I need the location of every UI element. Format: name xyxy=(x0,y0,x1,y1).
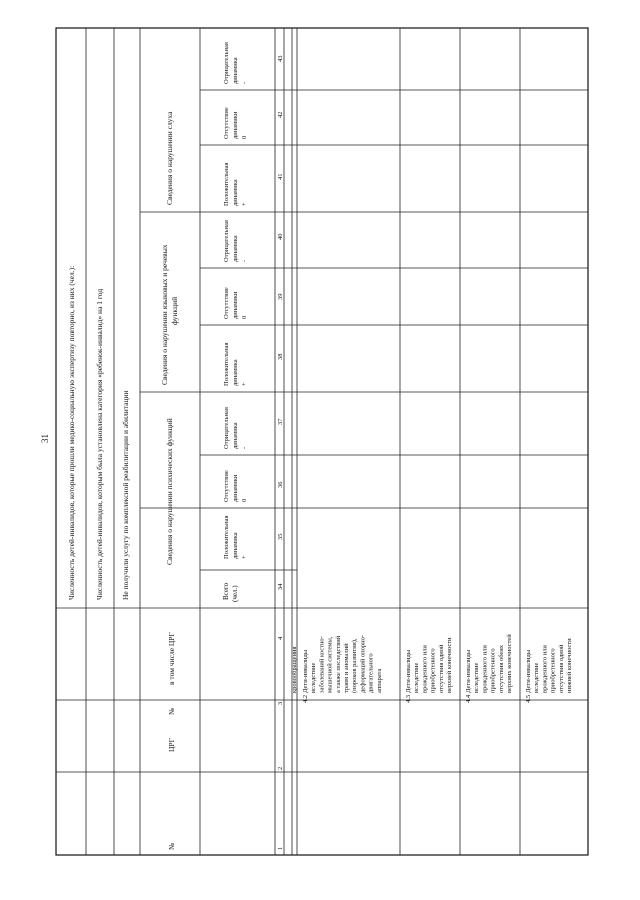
subheader-positive: + xyxy=(241,202,248,206)
row-label-line: Дети-инвалиды xyxy=(302,649,309,693)
subheader-positive: динамика xyxy=(232,359,239,386)
subheader-positive: динамика xyxy=(232,532,239,559)
subheader-zero: 0 xyxy=(241,315,248,319)
row-label-line: вследствие xyxy=(533,662,541,693)
row-number: 4.5 xyxy=(525,694,532,703)
subheader-negative: динамика xyxy=(232,422,239,449)
row-label-line: вследствие xyxy=(310,662,318,693)
row-label-line: Дети-инвалиды xyxy=(405,649,412,693)
column-number: 3 xyxy=(277,701,284,705)
table-frame xyxy=(56,28,588,855)
row-label-line: аппарата xyxy=(375,668,383,693)
row-label-line: верхней конечности xyxy=(446,637,453,693)
page-number: 31 xyxy=(40,434,50,443)
subheader-positive: Положительная xyxy=(223,162,230,206)
column-number: 1 xyxy=(277,846,284,850)
subheader-positive: Положительная xyxy=(223,342,230,386)
column-number: 36 xyxy=(277,481,284,488)
row-label-line: отсутствия одной xyxy=(557,644,565,693)
subheader-negative: Отрицательная xyxy=(223,42,230,84)
column-number: 40 xyxy=(277,233,284,240)
subheaders xyxy=(223,42,248,559)
column-number: 42 xyxy=(277,111,284,118)
row-label-line: нижней конечности xyxy=(566,638,573,693)
row-number: 4.3 xyxy=(405,694,412,703)
subheader-negative: - xyxy=(241,446,248,449)
column-number: 38 xyxy=(277,353,284,360)
row-label-line: верхних конечностей xyxy=(506,634,513,693)
subheader-negative: Отрицательная xyxy=(223,407,230,449)
col-total-header-2: (чел.) xyxy=(231,585,239,602)
subheader-positive: динамика xyxy=(232,179,239,206)
col-no-header: № xyxy=(167,842,176,850)
subheader-zero: динамики xyxy=(232,111,239,139)
row-label-line: отсутствия обеих xyxy=(497,644,505,693)
subheader-negative: динамика xyxy=(232,57,239,84)
row-label-line: а также последствий xyxy=(334,635,342,693)
subheader-zero: Отсутствие xyxy=(223,107,230,139)
subheader-zero: 0 xyxy=(241,135,248,139)
row-label-line: деформаций опорно- xyxy=(359,634,367,693)
header-subtitle: Численность детей-инвалидов, которым была установлена категория «ребенок-инвалид» на 1 год xyxy=(95,288,104,600)
column-number: 39 xyxy=(277,293,284,300)
row-label-line: вследствие xyxy=(473,662,481,693)
row-labels xyxy=(291,634,573,703)
subheader-negative: - xyxy=(241,81,248,84)
row-label-line: врожденного или xyxy=(421,645,429,693)
column-number-row xyxy=(277,56,284,851)
column-number: 37 xyxy=(277,418,284,425)
group1-header: Сведения о нарушении психических функций xyxy=(165,418,174,565)
subheader-positive: + xyxy=(241,382,248,386)
row-number: 4.2 xyxy=(302,694,309,703)
subheader-positive: Положительная xyxy=(223,515,230,559)
row-label-line: врожденного или xyxy=(481,645,489,693)
column-number: 43 xyxy=(277,55,284,62)
row-number: 4.4 xyxy=(465,694,472,703)
row-label-line: двигательного xyxy=(367,653,375,693)
subheader-negative: динамика xyxy=(232,235,239,262)
row-label-line: врожденного или xyxy=(541,645,549,693)
column-number: 34 xyxy=(277,583,284,590)
group3-header: Сведения о нарушении слуха xyxy=(165,111,174,205)
row-label-line: Дети-инвалиды xyxy=(465,649,472,693)
row-label-line: травм и аномалий xyxy=(343,643,350,693)
group2-header-2: функций xyxy=(170,296,179,325)
row-label-line: Дети-инвалиды xyxy=(525,649,532,693)
row-label-line: вследствие xyxy=(413,662,421,693)
subheader-zero: динамики xyxy=(232,291,239,319)
column-number: 4 xyxy=(277,636,284,640)
row-label-line: приобретенного xyxy=(549,648,557,693)
row-label-line: кровообращения xyxy=(291,646,298,693)
col-crg-header: ЦРГ xyxy=(167,738,176,752)
col-total-header-1: Всего xyxy=(222,582,230,600)
column-number: 35 xyxy=(277,533,284,540)
subheader-zero: Отсутствие xyxy=(223,470,230,502)
row-label-line: приобретенного xyxy=(429,648,437,693)
subheader-zero: Отсутствие xyxy=(223,287,230,319)
header-sub2: Не получили услугу по комплексной реабилитации и абилитации xyxy=(121,390,130,600)
column-number: 41 xyxy=(277,173,284,180)
subheader-positive: + xyxy=(241,555,248,559)
row-label-line: (пороков развития), xyxy=(351,638,359,693)
col-no2-header: № xyxy=(167,707,176,715)
row-label-line: отсутствия одной xyxy=(437,644,445,693)
subheader-negative: Отрицательная xyxy=(223,220,230,262)
column-number: 2 xyxy=(277,766,284,770)
header-total: Численность детей-инвалидов, которые прошли медико-социальную экспертизу повторно, из них (чел.): xyxy=(67,265,76,600)
col-sub-header: в том числе ЦРГ xyxy=(167,632,176,685)
row-label-line: заболеваний костно- xyxy=(318,636,326,693)
row-label-line: приобретенного xyxy=(489,648,497,693)
subheader-zero: 0 xyxy=(241,498,248,502)
group2-header-1: Сведения о нарушении языковых и речевых xyxy=(160,244,169,385)
subheader-negative: - xyxy=(241,259,248,262)
row-label-line: мышечной системы, xyxy=(326,636,334,693)
subheader-zero: динамики xyxy=(232,474,239,502)
